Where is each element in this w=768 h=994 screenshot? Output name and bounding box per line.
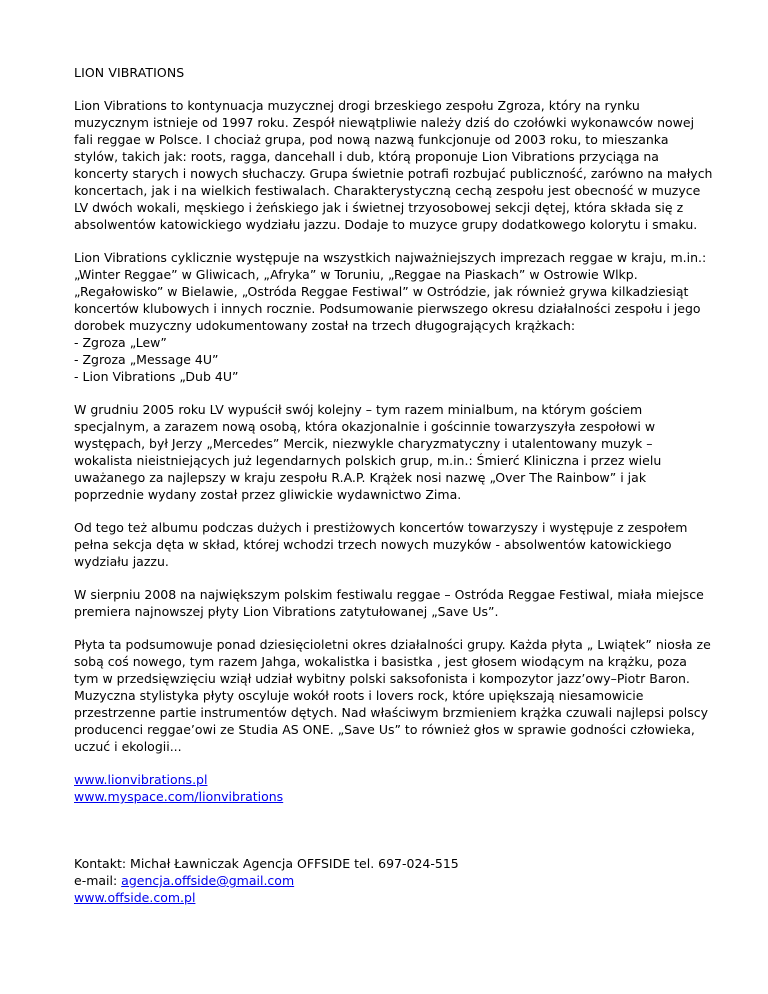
document-title: LION VIBRATIONS xyxy=(74,65,185,80)
contact-block xyxy=(74,855,714,906)
contact-email-row xyxy=(74,872,714,889)
paragraph-save-us: Płyta ta podsumowuje ponad dziesięcioletni okres działalności grupy. Każda płyta „ Lwiątek” niosła ze sobą coś nowego, tym razem Jahga, wokalistka i basistka , jest głosem wiodącym na krążku, poza tym w przedsięwzięciu wziął udział wybitny polski saksofonista i kompozytor jazz’owy–Piotr Baron. Muzyczna stylistyka płyty oscyluje wokół roots i lovers rock, które upiększają niesamowicie przestrzenne partie instrumentów dętych. Nad właściwym brzmieniem krążka czuwali najlepsi polscy producenci reggae’owi ze Studia AS ONE. „Save Us” to również głos w sprawie godności człowieka, uczuć i ekologii... xyxy=(74,637,711,754)
paragraph-intro: Lion Vibrations to kontynuacja muzycznej drogi brzeskiego zespołu Zgroza, który na rynku muzycznym istnieje od 1997 roku. Zespół niewątpliwie należy dziś do czołówki wykonawców nowej fali reggae w Polsce. I chociaż grupa, pod nową nazwą funkcjonuje od 2003 roku, to mieszanka stylów, takich jak: roots, ragga, dancehall i dub, którą proponuje Lion Vibrations przyciąga na koncerty starych i nowych słuchaczy. Grupa świetnie potrafi rozbujać publiczność, zarówno na małych koncertach, jak i na wielkich festiwalach. Charakterystyczną cechą zespołu jest obecność w muzyce LV dwóch wokali, męskiego i żeńskiego jak i świetnej trzyosobowej sekcji dętej, która składa się z absolwentów katowickiego wydziału jazzu. Dodaje to muzyce grupy dodatkowego kolorytu i smaku. xyxy=(74,98,713,232)
paragraph-minialbum: W grudniu 2005 roku LV wypuścił swój kolejny – tym razem minialbum, na którym gościem specjalnym, a zarazem nową osobą, która okazjonalnie i gościnnie towarzyszyła zespołowi w występach, był Jerzy „Mercedes” Mercik, niezwykle charyzmatyczny i utalentowany muzyk – wokalista nieistniejących już legendarnych polskich grup, m.in.: Śmierć Kliniczna i przez wielu uważanego za najlepszy w kraju zespołu R.A.P. Krążek nosi nazwę „Over The Rainbow” i jak poprzednie wydany został przez gliwickie wydawnictwo Zima. xyxy=(74,402,662,502)
contact-heading: Kontakt: xyxy=(74,856,127,871)
myspace-link[interactable]: www.myspace.com/lionvibrations xyxy=(74,789,284,804)
document-page xyxy=(74,64,714,906)
paragraph-premiere: W sierpniu 2008 na największym polskim festiwalu reggae – Ostróda Reggae Festiwal, miała miejsce premiera najnowszej płyty Lion Vibrations zatytułowanej „Save Us”. xyxy=(74,587,704,619)
links-block xyxy=(74,771,714,805)
paragraph-brass-section: Od tego też albumu podczas dużych i prestiżowych koncertów towarzyszy i występuje z zespołem pełna sekcja dęta w skład, której wchodzi trzech nowych muzyków - absolwentów katowickiego wydziału jazzu. xyxy=(74,520,688,569)
email-link[interactable]: agencja.offside@gmail.com xyxy=(121,873,295,888)
contact-name: Michał Ławniczak xyxy=(130,856,239,871)
contact-phone: tel. 697-024-515 xyxy=(354,856,459,871)
contact-agency: Agencja OFFSIDE xyxy=(242,856,351,871)
website-link[interactable]: www.lionvibrations.pl xyxy=(74,772,208,787)
paragraph-concerts: Lion Vibrations cyklicznie występuje na wszystkich najważniejszych imprezach reggae w kraju, m.in.: „Winter Reggae” w Gliwicach, „Afryka” w Toruniu, „Reggae na Piaskach” w Ostrowie Wlkp. „Regałowisko” w Bielawie, „Ostróda Reggae Festiwal” w Ostródzie, jak również grywa kilkadziesiąt koncertów klubowych i innych rocznie. Podsumowanie pierwszego okresu działalności zespołu i jego dorobek muzyczny udokumentowany został na trzech długogrających krążkach: - Zgroza „Lew” - Zgroza „Message 4U” - Lion Vibrations „Dub 4U” xyxy=(74,250,707,384)
contact-email-label: e-mail: xyxy=(74,873,122,888)
agency-website-link[interactable]: www.offside.com.pl xyxy=(74,890,196,905)
